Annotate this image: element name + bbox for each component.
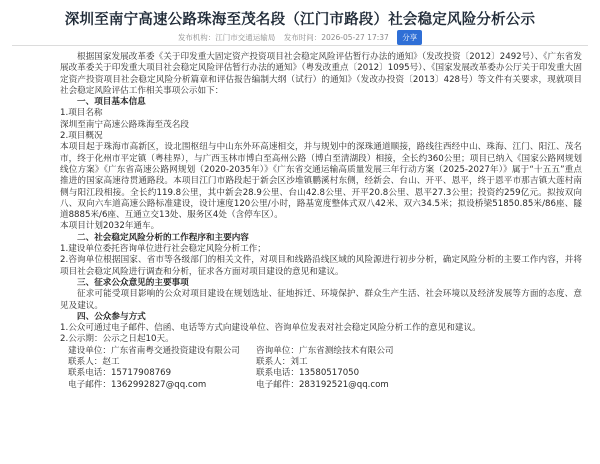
project-name-heading: 1.项目名称 <box>60 108 103 119</box>
contact-row-person <box>60 357 582 368</box>
opinion-matters-text: 征求可能受项目影响的公众对项目建设在规划选址、征地拆迁、环境保护、群众生产生活、社会环境以及经济发展等方面的态度、意见及建议。 <box>60 289 582 311</box>
consultant-contact-person: 联系人：刘工 <box>256 357 308 368</box>
builder-contact-person: 联系人：赵工 <box>68 357 120 368</box>
page-title: 深圳至南宁高速公路珠海至茂名段（江门市路段）社会稳定风险分析公示 <box>64 12 536 28</box>
section-4-heading: 四、公众参与方式 <box>77 311 146 322</box>
project-overview-text: 本项目起于珠海市高新区，设北围枢纽与中山东外环高速相交，并与规划中的深珠通道顺接，路线往西经中山、珠海、江门、阳江、茂名市，终于化州市平定镇（粤桂界），与广西玉林市博白至高州公路（博白至清湖段）相接，全长约360公里；项目已纳入《国家公路网规划线位方案》《广东省高速公路网规划（2020-2035年）》《广东省交通运输高质量发展三年行动方案（2025-2027年）》属于“十五五”重点推进的国家高速待贯通路段。本项目江门市路段起于新会区沙堆镇鹏溪村东侧，经新会、台山、开平、恩平，终于恩平市那吉镇大莲村南侧与阳江段相接。全长约119.8公里，其中新会28.9公里、台山42.8公里、开平20.8公里、恩平27.3公里；投资约259亿元。拟按双向八、双向六车道高速公路标准建设，设计速度120公里/小时，路基宽度整体式双八42米、双六34.5米；拟设桥梁51850.85米/86座、隧道8885米/6座、互通立交13处、服务区4处（含停车区）。 <box>60 142 582 221</box>
publish-meta <box>0 30 600 45</box>
procedure-item-2: 2.咨询单位根据国家、省市等各级部门的相关文件，对项目和线路沿线区域的风险源进行初步分析，确定风险分析的主要工作内容，并将项目社会稳定风险进行调查和分析，征求各方面对项目建设的意见和建议。 <box>60 255 582 277</box>
section-1-heading: 一、项目基本信息 <box>77 97 146 108</box>
consultant-email: 电子邮件：283192521@qq.com <box>256 379 389 390</box>
builder-org: 建设单位：广东省南粤交通投资建设有限公司 <box>68 345 240 356</box>
section-2-heading: 二、社会稳定风险分析的工作程序和主要内容 <box>77 232 249 243</box>
participation-item-2: 2.公示期：公示之日起10天。 <box>60 334 174 345</box>
consultant-phone: 联系电话：13580517050 <box>256 368 360 379</box>
builder-email: 电子邮件：1362992827@qq.com <box>68 379 207 390</box>
project-schedule-text: 本项目计划2032年通车。 <box>60 221 160 232</box>
contact-row-email <box>60 380 582 391</box>
consultant-org: 咨询单位：广东省测绘技术有限公司 <box>256 345 394 356</box>
participation-item-1: 1.公众可通过电子邮件、信函、电话等方式向建设单位、咨询单位发表对社会稳定风险分析工作的意见和建议。 <box>60 323 481 334</box>
intro-paragraph: 根据国家发展改革委《关于印发重大固定资产投资项目社会稳定风险评估暂行办法的通知》（发改投资〔2012〕2492号）、《广东省发展改革委关于印发重大项目社会稳定风险评估暂行办法的通知》（粤发改重点〔2012〕1095号）、《国家发展改革委办公厅关于印发重大固定资产投资项目社会稳定风险分析篇章和评估报告编制大纲（试行）的通知》（发改办投资〔2013〕428号）等文件有关要求，现就项目社会稳定风险评估工作相关事项公示如下： <box>60 52 582 96</box>
contact-row-phone <box>60 368 582 379</box>
share-button[interactable]: 分享 <box>397 30 422 45</box>
article-body <box>60 52 582 391</box>
builder-phone: 联系电话：15717908769 <box>68 368 172 379</box>
procedure-item-1: 1.建设单位委托咨询单位进行社会稳定风险分析工作； <box>60 244 266 255</box>
section-3-heading: 三、征求公众意见的主要事项 <box>77 277 189 288</box>
contact-table <box>60 346 582 391</box>
publish-time-text: 发布时间：2026-05-27 17:37 <box>283 33 389 42</box>
publisher-text: 发布机构：江门市交通运输局 <box>177 33 276 42</box>
project-name-text: 深圳至南宁高速公路珠海至茂名段 <box>60 119 189 130</box>
contact-row-organization <box>60 346 582 357</box>
project-overview-heading: 2.项目概况 <box>60 131 103 142</box>
header-divider <box>12 45 588 46</box>
